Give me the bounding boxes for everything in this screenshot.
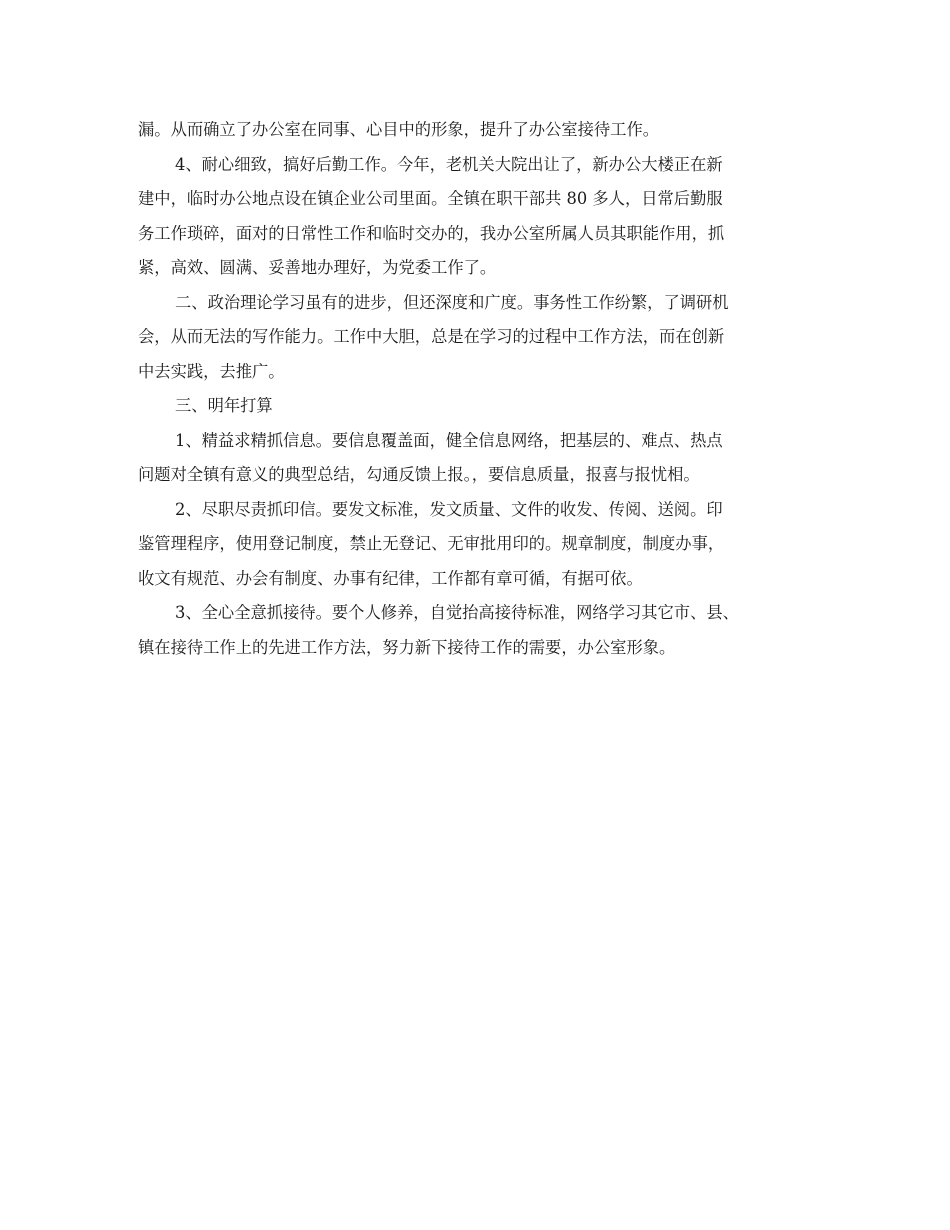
text-line: 紧，高效、圆满、妥善地办理好，为党委工作了。 (138, 258, 497, 277)
text-line: 建中，临时办公地点设在镇企业公司里面。全镇在职干部共 80 多人，日常后勤服 (138, 189, 723, 208)
paragraph-2-seals: 2、尽职尽责抓印信。要发文标准，发文质量、文件的收发、传阅、送阅。印 (175, 499, 723, 519)
paragraph-2-political-study: 二、政治理论学习虽有的进步，但还深度和广度。事务性工作纷繁，了调研机 (175, 292, 729, 312)
text-line: 收文有规范、办会有制度、办事有纪律，工作都有章可循，有据可依。 (138, 568, 643, 588)
paragraph-1-information: 1、精益求精抓信息。要信息覆盖面，健全信息网络，把基层的、难点、热点 (175, 430, 723, 450)
text-line: 中去实践，去推广。 (138, 361, 285, 381)
paragraph-4-logistics: 4、耐心细致，搞好后勤工作。今年，老机关大院出让了，新办公大楼正在新 (175, 154, 723, 174)
document-body (138, 113, 818, 665)
text-line: 务工作琐碎，面对的日常性工作和临时交办的，我办公室所属人员其职能作用，抓 (138, 223, 725, 243)
text-line: 镇在接待工作上的先进工作方法，努力新下接待工作的需要，办公室形象。 (138, 637, 676, 657)
text-line: 鉴管理程序，使用登记制度，禁止无登记、无审批用印的。规章制度，制度办事， (138, 534, 725, 553)
paragraph-3-reception: 3、全心全意抓接待。要个人修养，自觉抬高接待标准，网络学习其它市、县、 (175, 603, 739, 622)
text-line: 会，从而无法的写作能力。工作中大胆，总是在学习的过程中工作方法，而在创新 (138, 327, 725, 346)
text-line: 问题对全镇有意义的典型总结，勾通反馈上报。，要信息质量，报喜与报忧相。 (138, 465, 700, 484)
text-line: 漏。从而确立了办公室在同事、心目中的形象，提升了办公室接待工作。 (138, 120, 660, 139)
section-heading-next-year: 三、明年打算 (175, 396, 273, 415)
